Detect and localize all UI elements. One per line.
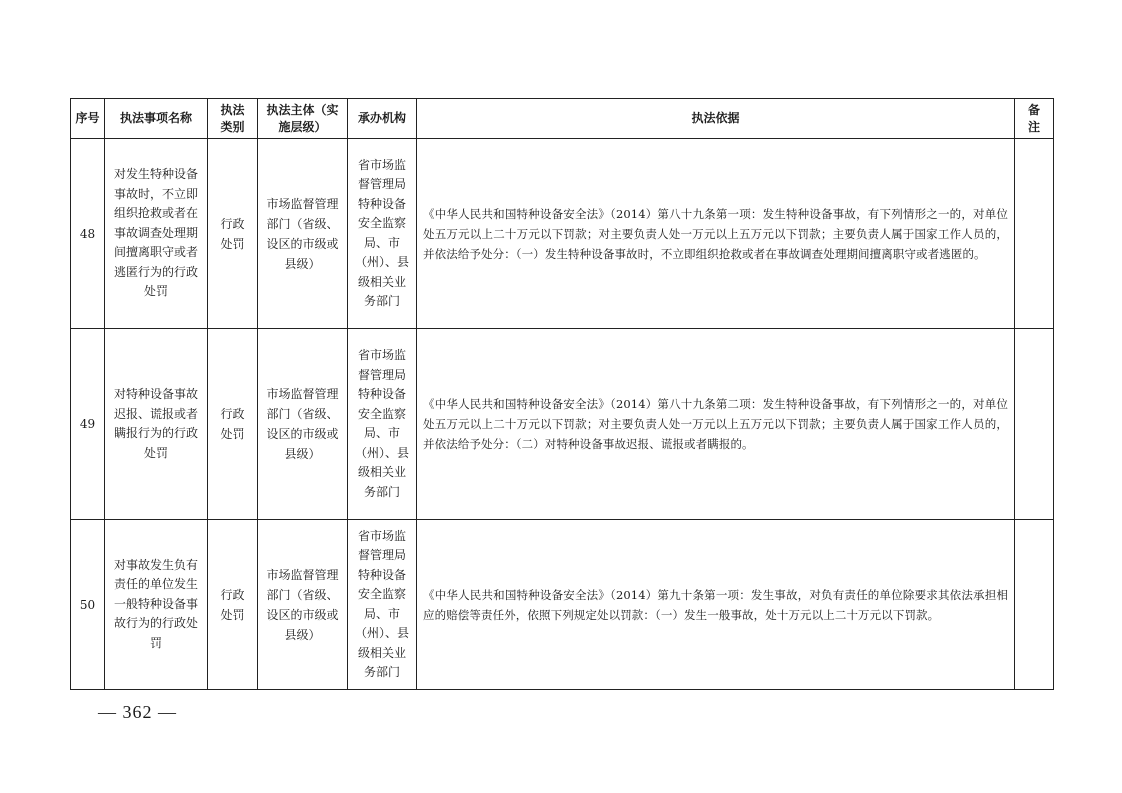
row-remark (1015, 139, 1054, 329)
row-seq: 50 (71, 520, 105, 690)
row-item-name: 对事故发生负有责任的单位发生一般特种设备事故行为的行政处罚 (105, 520, 208, 690)
row-remark (1015, 329, 1054, 520)
law-enforcement-table (70, 98, 1054, 690)
header-remark: 备注 (1015, 99, 1054, 139)
row-remark (1015, 520, 1054, 690)
row-category: 行政处罚 (208, 329, 258, 520)
header-seq: 序号 (71, 99, 105, 139)
header-name: 执法事项名称 (105, 99, 208, 139)
row-legal-basis: 《中华人民共和国特种设备安全法》（2014）第八十九条第二项：发生特种设备事故，有下列情形之一的，对单位处五万元以上二十万元以下罚款；对主要负责人处一万元以上五万元以下罚款；主要负责人属于国家工作人员的，并依法给予处分：（二）对特种设备事故迟报、谎报或者瞒报的。 (417, 329, 1015, 520)
row-item-name: 对特种设备事故迟报、谎报或者瞒报行为的行政处罚 (105, 329, 208, 520)
row-agency: 省市场监督管理局特种设备安全监察局、市（州）、县级相关业务部门 (348, 329, 417, 520)
header-agency: 承办机构 (348, 99, 417, 139)
table-row (71, 139, 1054, 329)
table-row (71, 329, 1054, 520)
header-subject: 执法主体（实施层级） (258, 99, 348, 139)
row-subject: 市场监督管理部门（省级、设区的市级或县级） (258, 139, 348, 329)
header-category: 执法类别 (208, 99, 258, 139)
row-agency: 省市场监督管理局特种设备安全监察局、市（州）、县级相关业务部门 (348, 139, 417, 329)
row-seq: 49 (71, 329, 105, 520)
row-legal-basis: 《中华人民共和国特种设备安全法》（2014）第九十条第一项：发生事故，对负有责任的单位除要求其依法承担相应的赔偿等责任外，依照下列规定处以罚款：（一）发生一般事故，处十万元以上二十万元以下罚款。 (417, 520, 1015, 690)
page-number: — 362 — (98, 702, 177, 722)
row-subject: 市场监督管理部门（省级、设区的市级或县级） (258, 520, 348, 690)
table-header-row (71, 99, 1054, 139)
row-legal-basis: 《中华人民共和国特种设备安全法》（2014）第八十九条第一项：发生特种设备事故，有下列情形之一的，对单位处五万元以上二十万元以下罚款；对主要负责人处一万元以上五万元以下罚款；主要负责人属于国家工作人员的，并依法给予处分：（一）发生特种设备事故时，不立即组织抢救或者在事故调查处理期间擅离职守或者逃匿的。 (417, 139, 1015, 329)
row-category: 行政处罚 (208, 520, 258, 690)
row-category: 行政处罚 (208, 139, 258, 329)
table-row (71, 520, 1054, 690)
header-basis: 执法依据 (417, 99, 1015, 139)
row-item-name: 对发生特种设备事故时，不立即组织抢救或者在事故调查处理期间擅离职守或者逃匿行为的行政处罚 (105, 139, 208, 329)
row-seq: 48 (71, 139, 105, 329)
row-agency: 省市场监督管理局特种设备安全监察局、市（州）、县级相关业务部门 (348, 520, 417, 690)
row-subject: 市场监督管理部门（省级、设区的市级或县级） (258, 329, 348, 520)
